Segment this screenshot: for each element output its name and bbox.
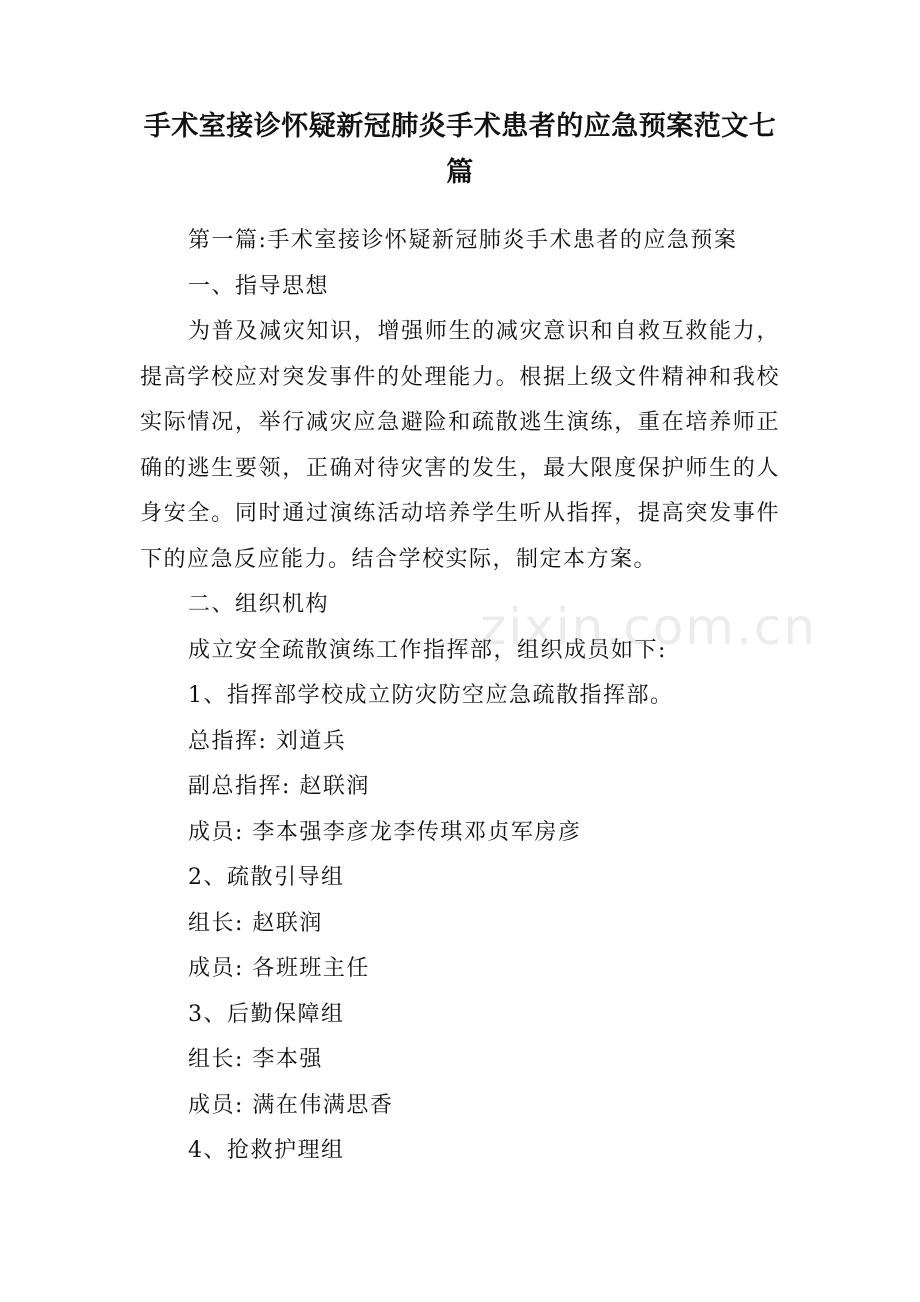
body-line: 成员: 满在伟满思香	[188, 1092, 394, 1118]
body-line: 成员: 各班班主任	[188, 956, 370, 981]
body-paragraph: 为普及减灾知识，增强师生的减灾意识和自救互救能力，提高学校应对突发事件的处理能力。根据上级文件精神和我校实际情况，举行减灾应急避险和疏散逃生演练，重在培养师正确的逃生要领，正确对待灾害的发生，最大限度保护师生的人身安全。同时通过演练活动培养学生听从指挥，提高突发事件下的应急反应能力。结合学校实际，制定本方案。	[140, 319, 780, 572]
document-body	[140, 218, 780, 1174]
watermark: zixin.com.cn	[480, 598, 818, 656]
body-line: 2、疏散引导组	[188, 865, 345, 890]
section-heading: 第一篇:手术室接诊怀疑新冠肺炎手术患者的应急预案	[188, 228, 738, 253]
body-line: 副总指挥: 赵联润	[188, 774, 370, 799]
body-line: 总指挥: 刘道兵	[188, 728, 347, 754]
body-line: 组长: 李本强	[188, 1047, 323, 1072]
body-line: 4、抢救护理组	[188, 1138, 345, 1163]
body-line: 1、指挥部学校成立防灾防空应急疏散指挥部。	[188, 683, 674, 708]
body-line: 成员: 李本强李彦龙李传琪邓贞军房彦	[188, 819, 582, 845]
body-line: 3、后勤保障组	[188, 1001, 345, 1027]
section-heading: 二、组织机构	[188, 592, 330, 617]
body-line: 组长: 赵联润	[188, 910, 323, 936]
body-line: 成立安全疏散演练工作指挥部，组织成员如下:	[188, 637, 667, 663]
section-heading: 一、指导思想	[188, 273, 330, 299]
document-title: 手术室接诊怀疑新冠肺炎手术患者的应急预案范文七篇	[143, 111, 777, 188]
